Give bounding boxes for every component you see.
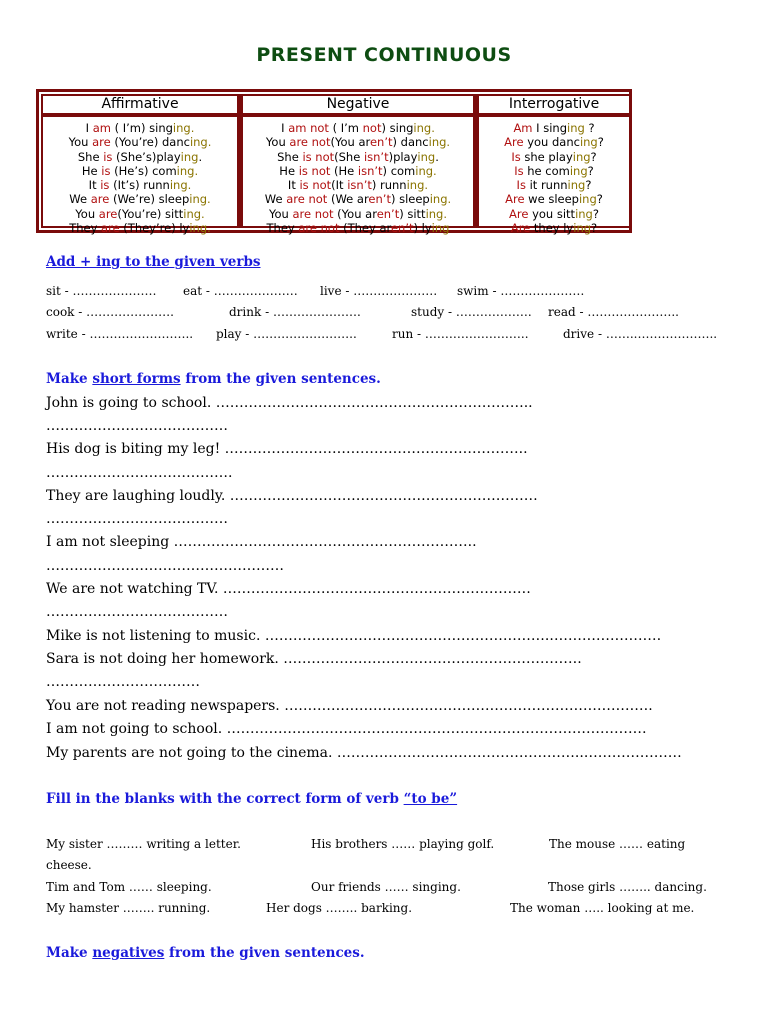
negative-example-row xyxy=(243,135,473,149)
example-segment: You xyxy=(75,206,99,221)
example-segment: (It xyxy=(331,178,348,193)
example-segment: You xyxy=(68,135,93,150)
example-segment: (He xyxy=(330,163,358,178)
example-segment: Am xyxy=(513,121,533,135)
example-segment: are not xyxy=(289,135,331,150)
example-segment: It xyxy=(88,178,101,193)
example-segment: She xyxy=(77,149,104,164)
example-segment: (He’s) com xyxy=(110,163,177,178)
example-segment: ing xyxy=(575,206,593,221)
example-segment: ) runn xyxy=(371,178,407,193)
example-segment: )play xyxy=(388,149,418,164)
heading-text: Make xyxy=(46,371,93,387)
example-segment: are xyxy=(101,221,120,236)
exercise-item: read - ………………….. xyxy=(548,305,679,319)
example-segment: en’t xyxy=(376,206,400,221)
example-segment: (You ar xyxy=(330,135,370,150)
example-segment: Are xyxy=(505,192,525,207)
sentence-line: They are laughing loudly. ………………………………………………………… xyxy=(46,488,538,504)
example-segment: is not xyxy=(298,163,331,178)
negative-example-row xyxy=(243,207,473,221)
example-segment: ing. xyxy=(189,221,211,236)
example-segment: ing xyxy=(417,149,436,164)
affirmative-example-row xyxy=(43,135,237,149)
interrogative-example-row xyxy=(479,150,629,164)
example-segment: ing. xyxy=(172,121,195,135)
example-segment: they ly xyxy=(530,221,574,236)
example-segment: is xyxy=(101,163,111,178)
example-segment: ) ly xyxy=(413,221,432,236)
heading-text: from the given sentences. xyxy=(164,945,365,961)
affirmative-example-row xyxy=(43,178,237,192)
interrogative-example-row xyxy=(479,207,629,221)
example-segment: ? xyxy=(596,192,603,207)
heading-underlined: short forms xyxy=(92,371,181,387)
example-segment: ing. xyxy=(415,163,437,178)
example-segment: ing. xyxy=(425,206,448,221)
example-segment: you danc xyxy=(523,135,580,150)
example-segment: ing. xyxy=(169,178,192,193)
answer-line: …………………………… xyxy=(46,674,200,690)
affirmative-example-row xyxy=(43,150,237,164)
example-segment: ing xyxy=(578,192,597,207)
negative-example-row xyxy=(243,221,473,235)
sentence-line: You are not reading newspapers. ……………………………………………………………………. xyxy=(46,698,653,714)
answer-line: ………………………………… xyxy=(46,418,228,434)
negative-header: Negative xyxy=(243,96,473,117)
heading-underlined: negatives xyxy=(92,945,165,961)
exercise-item: eat - ………………… xyxy=(183,284,298,298)
add-ing-heading: Add + ing to the given verbs xyxy=(46,254,261,270)
example-segment: isn’t xyxy=(363,149,389,164)
interrogative-column xyxy=(475,94,631,236)
example-segment: (We ar xyxy=(327,192,369,207)
example-segment: They xyxy=(69,221,102,236)
interrogative-header: Interrogative xyxy=(479,96,629,117)
fill-blank-item: The mouse …… eating xyxy=(549,837,686,851)
interrogative-examples xyxy=(479,117,629,235)
exercise-item: write - …………………….. xyxy=(46,327,194,341)
affirmative-example-row xyxy=(43,164,237,178)
example-segment: is not xyxy=(299,178,332,193)
example-segment: are xyxy=(90,192,110,207)
interrogative-example-row xyxy=(479,192,629,206)
example-segment: ( I’m) sing xyxy=(110,121,173,135)
example-segment: are not xyxy=(298,221,340,236)
example-segment: ? xyxy=(585,178,592,193)
sentence-line: My parents are not going to the cinema. ……………………………………………..………………… xyxy=(46,745,682,761)
example-segment: ? xyxy=(587,163,594,178)
example-segment: . xyxy=(198,149,203,164)
example-segment: not xyxy=(362,121,382,135)
fill-blank-item: Tim and Tom …… sleeping. xyxy=(46,880,212,894)
fill-blank-item: Her dogs …….. barking. xyxy=(266,901,413,915)
example-segment: are not xyxy=(286,192,328,207)
example-segment: He xyxy=(279,163,299,178)
short-forms-heading xyxy=(46,371,381,387)
example-segment: is xyxy=(103,149,113,164)
answer-line: …………………………………. xyxy=(46,465,233,481)
sentence-line: I am not sleeping ……………………………………………………….. xyxy=(46,534,477,550)
example-segment: (They’re) ly xyxy=(119,221,190,236)
example-segment: ? xyxy=(597,135,604,150)
example-segment: We xyxy=(69,192,91,207)
heading-text: from the given sentences. xyxy=(180,371,381,387)
example-segment: ing. xyxy=(428,135,451,150)
grammar-table xyxy=(36,89,632,236)
example-segment: (You’re) danc xyxy=(110,135,190,150)
sentence-line: Mike is not listening to music. …………………………………………………….…………………… xyxy=(46,628,662,644)
example-segment: ing. xyxy=(176,163,199,178)
affirmative-example-row xyxy=(43,221,237,235)
exercise-item: swim - ………………… xyxy=(457,284,585,298)
interrogative-example-row xyxy=(479,164,629,178)
example-segment: en’t xyxy=(368,192,391,207)
sentence-line: Sara is not doing her homework. ………………………………………………………. xyxy=(46,651,582,667)
example-segment: is not xyxy=(302,149,335,164)
example-segment: I xyxy=(85,121,93,135)
exercise-item: live - ………………… xyxy=(320,284,438,298)
negative-example-row xyxy=(243,192,473,206)
example-segment: (It’s) runn xyxy=(109,178,170,193)
example-segment: it runn xyxy=(525,178,568,193)
example-segment: en’t xyxy=(369,135,393,150)
exercise-item: drink - …………………. xyxy=(229,305,361,319)
affirmative-example-row xyxy=(43,192,237,206)
example-segment: ) com xyxy=(382,163,416,178)
example-segment: ing. xyxy=(189,192,211,207)
fill-blank-item: His brothers …… playing golf. xyxy=(311,837,495,851)
example-segment: ing xyxy=(579,135,598,150)
example-segment: ing. xyxy=(413,121,435,135)
example-segment: It xyxy=(287,178,300,193)
negative-column xyxy=(239,94,475,236)
heading-text: Fill in the blanks with the correct form of verb xyxy=(46,791,404,807)
negative-example-row xyxy=(243,178,473,192)
example-segment: (She xyxy=(334,149,364,164)
example-segment: ( I’m xyxy=(328,121,363,135)
example-segment: (They ar xyxy=(339,221,391,236)
affirmative-example-row xyxy=(43,121,237,135)
example-segment: (You ar xyxy=(333,206,377,221)
example-segment: They xyxy=(266,221,299,236)
example-segment: she play xyxy=(520,149,573,164)
example-segment: (You’re) sitt xyxy=(117,206,184,221)
example-segment: am not xyxy=(288,121,329,135)
example-segment: ing xyxy=(569,163,588,178)
example-segment: you sitt xyxy=(528,206,576,221)
example-segment: ing xyxy=(180,149,199,164)
example-segment: ing. xyxy=(189,135,212,150)
example-segment: Are xyxy=(504,135,524,150)
example-segment: ing xyxy=(567,121,585,135)
example-segment: Are xyxy=(510,221,531,236)
answer-line: ………………………………… xyxy=(46,604,228,620)
example-segment: (She’s)play xyxy=(112,149,181,164)
example-segment: ) sleep xyxy=(390,192,430,207)
example-segment: ? xyxy=(591,221,598,236)
exercise-item: drive - ……..……………….. xyxy=(563,327,718,341)
sentence-line: I am not going to school. ……………………………………………………………………………… xyxy=(46,721,647,737)
example-segment: isn’t xyxy=(357,163,383,178)
example-segment: (We’re) sleep xyxy=(109,192,190,207)
example-segment: isn’t xyxy=(347,178,372,193)
example-segment: ? xyxy=(590,149,597,164)
fill-blank-item: Those girls …….. dancing. xyxy=(548,880,707,894)
exercise-item: cook - …………………. xyxy=(46,305,174,319)
heading-underlined: “to be” xyxy=(403,791,458,807)
fill-blank-item: cheese. xyxy=(46,858,92,872)
heading-text: Make xyxy=(46,945,93,961)
example-segment: Are xyxy=(509,206,529,221)
exercise-item: run - …………………….. xyxy=(392,327,529,341)
interrogative-example-row xyxy=(479,135,629,149)
example-segment: he com xyxy=(523,163,570,178)
affirmative-column xyxy=(41,94,239,236)
example-segment: ing xyxy=(567,178,586,193)
sentence-line: We are not watching TV. ………………………………………………………… xyxy=(46,581,531,597)
example-segment: Is xyxy=(511,149,521,164)
example-segment: en’t xyxy=(390,221,414,236)
example-segment: ) danc xyxy=(392,135,429,150)
answer-line: …………………………………………… xyxy=(46,558,284,574)
fill-blank-item: The woman ….. looking at me. xyxy=(510,901,695,915)
negative-example-row xyxy=(243,150,473,164)
example-segment: ing xyxy=(573,221,592,236)
example-segment: He xyxy=(81,163,102,178)
example-segment: We xyxy=(264,192,287,207)
example-segment: You xyxy=(265,135,290,150)
example-segment: ? xyxy=(584,121,595,135)
fill-blank-item: My sister ……… writing a letter. xyxy=(46,837,241,851)
page-title: PRESENT CONTINUOUS xyxy=(256,44,512,66)
example-segment: I xyxy=(281,121,289,135)
exercise-item: study - ………………. xyxy=(411,305,532,319)
affirmative-example-row xyxy=(43,207,237,221)
example-segment: am xyxy=(92,121,111,135)
example-segment: Is xyxy=(516,178,526,193)
to-be-heading xyxy=(46,791,457,807)
example-segment: we sleep xyxy=(524,192,579,207)
negative-example-row xyxy=(243,121,473,135)
affirmative-header: Affirmative xyxy=(43,96,237,117)
interrogative-example-row xyxy=(479,178,629,192)
example-segment: ing xyxy=(572,149,591,164)
negatives-heading xyxy=(46,945,365,961)
sentence-line: His dog is biting my leg! ……………………………………………………….. xyxy=(46,441,528,457)
exercise-item: play - …………………….. xyxy=(216,327,357,341)
example-segment: ) sing xyxy=(381,121,414,135)
example-segment: are not xyxy=(292,206,334,221)
answer-line: ………………………………… xyxy=(46,511,228,527)
negative-example-row xyxy=(243,164,473,178)
example-segment: You xyxy=(268,206,293,221)
exercise-item: sit - ………………… xyxy=(46,284,157,298)
affirmative-examples xyxy=(43,117,237,235)
example-segment: is xyxy=(100,178,110,193)
example-segment: ) sitt xyxy=(399,206,426,221)
example-segment: . xyxy=(435,149,439,164)
example-segment: are xyxy=(92,135,111,150)
interrogative-example-row xyxy=(479,221,629,235)
example-segment: Is xyxy=(514,163,524,178)
example-segment: ing. xyxy=(406,178,429,193)
example-segment: I sing xyxy=(532,121,567,135)
example-segment: are xyxy=(98,206,118,221)
fill-blank-item: Our friends …… singing. xyxy=(311,880,461,894)
example-segment: ing. xyxy=(429,192,452,207)
example-segment: She xyxy=(277,149,303,164)
example-segment: ing. xyxy=(183,206,205,221)
example-segment: ? xyxy=(592,206,599,221)
fill-blank-item: My hamster …….. running. xyxy=(46,901,211,915)
example-segment: ing xyxy=(431,221,450,236)
sentence-line: John is going to school. ………………………………………………………….. xyxy=(46,395,533,411)
interrogative-example-row xyxy=(479,121,629,135)
negative-examples xyxy=(243,117,473,235)
